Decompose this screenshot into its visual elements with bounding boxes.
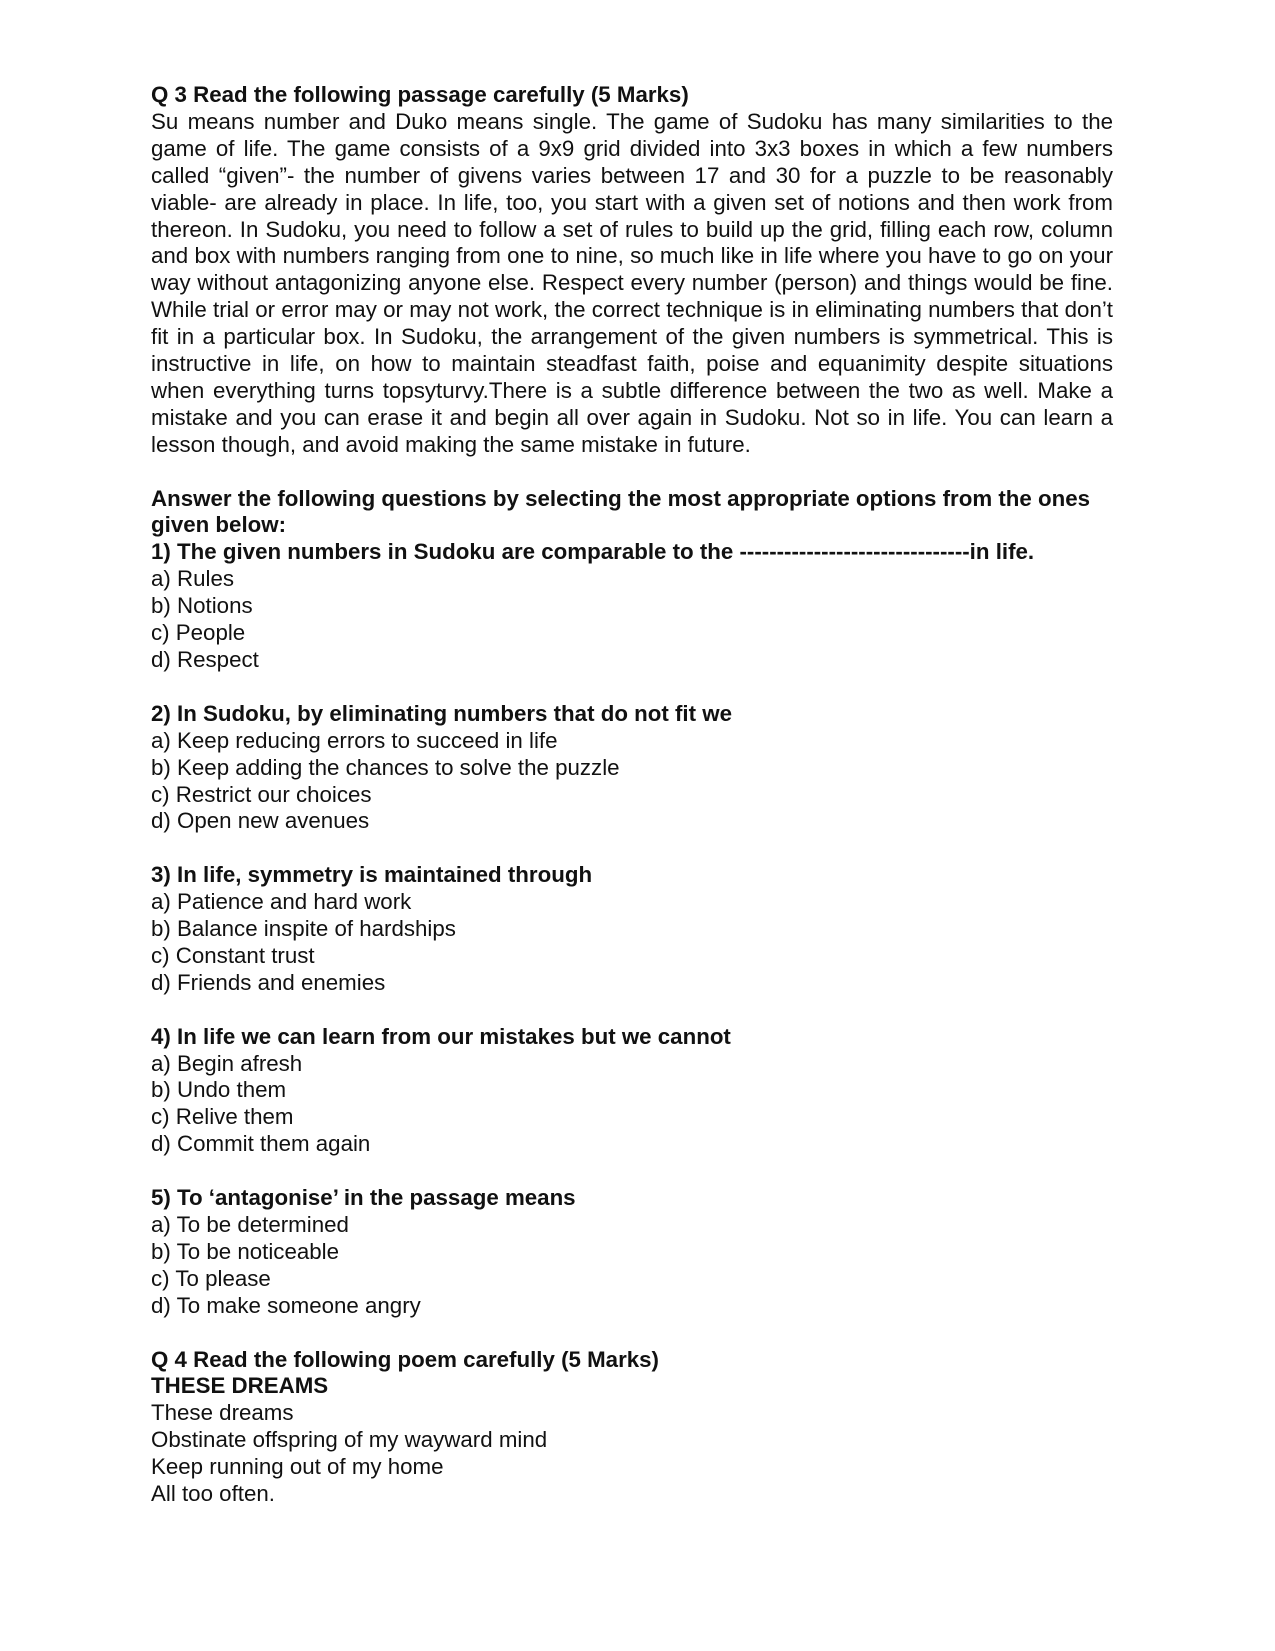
poem-line: All too often. — [151, 1481, 275, 1507]
option-d: d) To make someone angry — [151, 1292, 421, 1318]
option-a: a) To be determined — [151, 1211, 349, 1237]
option-list — [151, 1051, 1113, 1159]
option-b: b) Undo them — [151, 1077, 287, 1103]
option-d: d) Friends and enemies — [151, 969, 386, 995]
question-1 — [151, 539, 1113, 674]
option-c: c) Relive them — [151, 1104, 294, 1130]
spacer — [151, 1320, 1113, 1347]
question-prompt: 2) In Sudoku, by eliminating numbers that do not fit we — [151, 700, 732, 726]
q4-heading: Q 4 Read the following poem carefully (5 Marks) — [151, 1346, 659, 1372]
option-list — [151, 728, 1113, 836]
option-a: a) Rules — [151, 566, 235, 592]
spacer — [151, 1158, 1113, 1185]
question-3 — [151, 862, 1113, 997]
poem-line: These dreams — [151, 1400, 294, 1426]
option-b: b) Keep adding the chances to solve the puzzle — [151, 754, 620, 780]
q3-heading: Q 3 Read the following passage carefully (5 Marks) — [151, 82, 689, 107]
spacer — [151, 835, 1113, 862]
option-c: c) Restrict our choices — [151, 781, 372, 807]
q3-passage: Su means number and Duko means single. The game of Sudoku has many similarities to the game of life. The game consists of a 9x9 grid divided into 3x3 boxes in which a few numbers called “given”- the number of givens varies between 17 and 30 for a puzzle to be reasonably viable- are already in place. In life, too, you start with a given set of notions and then work from thereon. In Sudoku, you need to follow a set of rules to build up the grid, filling each row, column and box with numbers ranging from one to nine, so much like in life where you have to go on your way without antagonizing anyone else. Respect every number (person) and things would be fine. While trial or error may or may not work, the correct technique is in eliminating numbers that don’t fit in a particular box. In Sudoku, the arrangement of the given numbers is symmetrical. This is instructive in life, on how to maintain steadfast faith, poise and equanimity despite situations when everything turns topsyturvy.There is a subtle difference between the two as well. Make a mistake and you can erase it and begin all over again in Sudoku. Not so in life. You can learn a lesson though, and avoid making the same mistake in future. — [151, 108, 1113, 457]
question-prompt: 4) In life we can learn from our mistakes but we cannot — [151, 1023, 731, 1049]
option-list — [151, 566, 1113, 674]
poem-body — [151, 1400, 1113, 1508]
option-a: a) Keep reducing errors to succeed in life — [151, 727, 558, 753]
option-list — [151, 889, 1113, 997]
option-a: a) Patience and hard work — [151, 889, 412, 915]
option-list — [151, 1212, 1113, 1320]
q3-instruction: Answer the following questions by selecting the most appropriate options from the ones given below: — [151, 485, 1091, 538]
poem-line: Keep running out of my home — [151, 1454, 444, 1480]
option-c: c) People — [151, 620, 246, 646]
option-b: b) Notions — [151, 593, 253, 619]
option-d: d) Commit them again — [151, 1131, 371, 1157]
option-b: b) Balance inspite of hardships — [151, 916, 456, 942]
question-prompt: 3) In life, symmetry is maintained through — [151, 862, 593, 888]
spacer — [151, 997, 1113, 1024]
question-4 — [151, 1024, 1113, 1159]
option-c: c) To please — [151, 1265, 271, 1291]
document-page — [151, 82, 1113, 1508]
question-prompt: 5) To ‘antagonise’ in the passage means — [151, 1185, 576, 1211]
option-a: a) Begin afresh — [151, 1050, 303, 1076]
option-d: d) Respect — [151, 647, 259, 673]
question-2 — [151, 701, 1113, 836]
option-b: b) To be noticeable — [151, 1238, 340, 1264]
spacer — [151, 459, 1113, 486]
poem-title: THESE DREAMS — [151, 1373, 329, 1399]
poem-line: Obstinate offspring of my wayward mind — [151, 1427, 548, 1453]
spacer — [151, 674, 1113, 701]
question-prompt: 1) The given numbers in Sudoku are comparable to the -------------------------------in life. — [151, 539, 1035, 565]
option-d: d) Open new avenues — [151, 808, 370, 834]
question-5 — [151, 1185, 1113, 1320]
option-c: c) Constant trust — [151, 942, 315, 968]
